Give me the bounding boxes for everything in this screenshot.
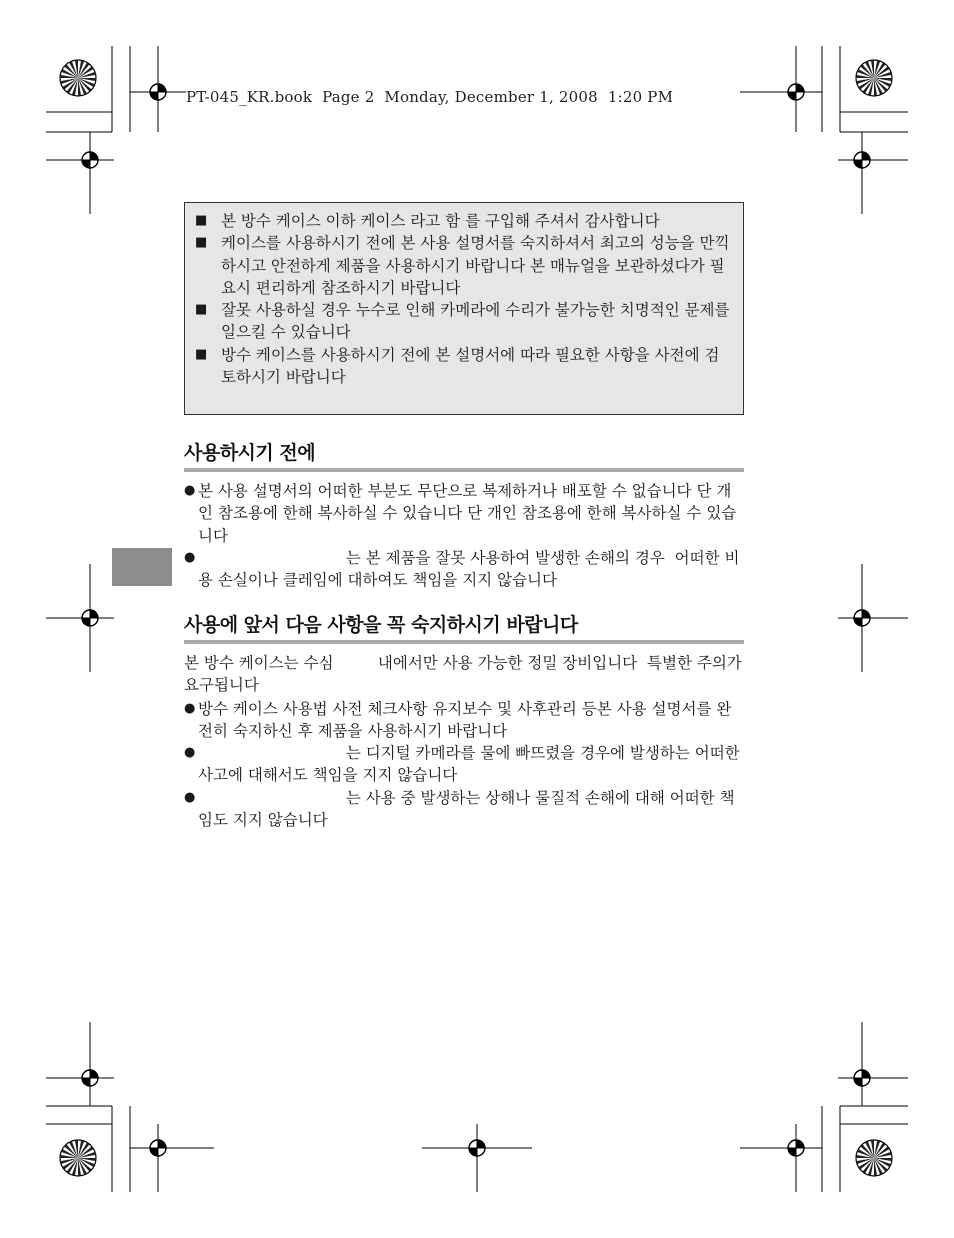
notice-box xyxy=(184,202,744,415)
square-bullet-icon: ■ xyxy=(195,213,208,228)
chapter-tab xyxy=(112,548,172,586)
square-bullet-icon: ■ xyxy=(195,302,208,318)
color-bar-target-icon xyxy=(856,60,892,96)
section-before-use xyxy=(184,440,744,591)
square-bullet-icon: ■ xyxy=(195,346,208,362)
section-divider xyxy=(184,468,744,472)
color-bar-target-icon xyxy=(60,1140,96,1176)
section-title: 사용하시기 전에 xyxy=(184,442,316,464)
list-item-text: 는 본 제품을 잘못 사용하여 발생한 손해의 경우 어떠한 비용 손실이나 클레임에 대하여도 책임을 지지 않습니다 xyxy=(198,548,740,590)
list-item-text: 는 디지털 카메라를 물에 빠뜨렸을 경우에 발생하는 어떠한 사고에 대해서도 책임을 지지 않습니다 xyxy=(198,744,745,785)
notice-text: 케이스를 사용하시기 전에 본 사용 설명서를 숙지하셔서 최고의 성능을 만끽하시고 안전하게 제품을 사용하시기 바랍니다 본 매뉴얼을 보관하셨다가 필요시 편리하게 참조하시기 바랍니다 xyxy=(221,234,730,297)
bullet-icon: ● xyxy=(184,789,196,805)
list-item xyxy=(184,742,744,787)
notice-text: 본 방수 케이스 이하 케이스 라고 함 를 구입해 주셔서 감사합니다 xyxy=(221,212,660,230)
color-bar-target-icon xyxy=(60,60,96,96)
notice-item xyxy=(195,210,731,232)
notice-text: 잘못 사용하실 경우 누수로 인해 카메라에 수리가 불가능한 치명적인 문제를 일으킬 수 있습니다 xyxy=(221,301,730,342)
list-item xyxy=(184,480,744,547)
section-precautions xyxy=(184,612,747,831)
notice-item xyxy=(195,299,731,344)
list-item xyxy=(184,547,744,592)
notice-text: 방수 케이스를 사용하시기 전에 본 설명서에 따라 필요한 사항을 사전에 검토하시기 바랍니다 xyxy=(221,345,720,387)
section-title: 사용에 앞서 다음 사항을 꼭 숙지하시기 바랍니다 xyxy=(184,614,578,636)
bullet-icon: ● xyxy=(184,549,196,565)
notice-item xyxy=(195,232,731,299)
list-item-text: 방수 케이스 사용법 사전 체크사항 유지보수 및 사후관리 등본 사용 설명서를 완전히 숙지하신 후 제품을 사용하시기 바랍니다 xyxy=(198,699,732,740)
list-item-text: 본 사용 설명서의 어떠한 부분도 무단으로 복제하거나 배포할 수 없습니다 단 개인 참조용에 한해 복사하실 수 있습니다 단 개인 참조용에 한해 복사하실 수 있습니다 xyxy=(198,482,737,545)
list-item xyxy=(184,698,744,743)
square-bullet-icon: ■ xyxy=(195,235,208,251)
color-bar-target-icon xyxy=(856,1140,892,1176)
section-divider xyxy=(184,640,744,644)
file-info-header: PT-045_KR.book Page 2 Monday, December 1, 2008 1:20 PM xyxy=(186,88,674,106)
notice-item xyxy=(195,344,731,389)
bullet-icon: ● xyxy=(184,483,196,498)
bullet-icon: ● xyxy=(184,745,196,761)
list-item xyxy=(184,787,744,832)
list-item-text: 는 사용 중 발생하는 상해나 물질적 손해에 대해 어떠한 책임도 지지 않습니다 xyxy=(198,788,735,830)
intro-paragraph: 본 방수 케이스는 수심 내에서만 사용 가능한 정밀 장비입니다 특별한 주의가 요구됩니다 xyxy=(184,654,747,695)
bullet-icon: ● xyxy=(184,700,196,716)
